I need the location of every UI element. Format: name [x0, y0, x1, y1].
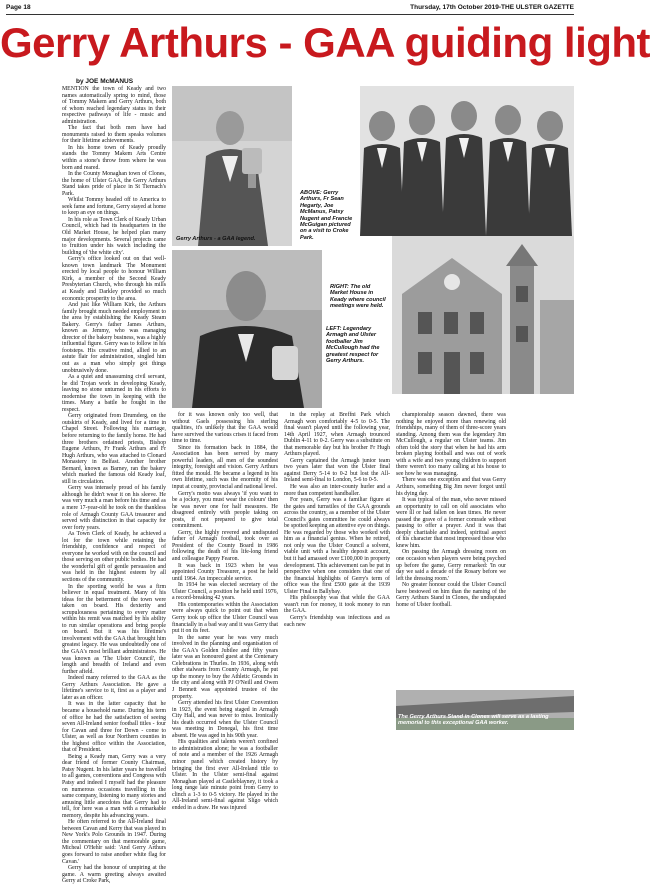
article-paragraph: And just like William Kirk, the Arthurs family brought much needed employment to the area by establishing the Keady Steam Bakery. Gerry's father James Arthurs, known as Jemmy, who was managing director of the bakery business, was a highly influential figure. Gerry was to follow in his footsteps. His creative mind, allied to an astute flair for administration, singled him out as a man who simply got things unobtrusively done. [62, 302, 166, 374]
caption-main-photo: Gerry Arthurs - a GAA legend. [176, 236, 256, 242]
article-paragraph: He was also an inter-county hurler and a more than competent handballer. [284, 484, 390, 497]
caption-man-photo: LEFT: Legendary Armagh and Ulster footballer Jim McCullough had the greatest respect for Gerry Arthurs. [326, 326, 380, 365]
article-paragraph: In the same year he was very much involved in the planning and organisation of the GAA's Golden Jubilee and fifty years later was an honoured guest at the Centenary Celebrations in Thurles. In 1936, along with other stalwarts from County Armagh, he put up the money to buy the Athletic Grounds in the city and along with PJ O'Neill and Owen J Bennett was appointed trustee of the property. [172, 634, 278, 700]
article-column-1 [62, 86, 166, 885]
caption-stand-photo: The Gerry Arthurs Stand in Clones will serve as a lasting memorial to this exceptional GAA worker. [398, 714, 549, 727]
article-paragraph: In his role as Town Clerk of Keady Urban Council, which had its headquarters in the Old Market House, he helped plan many major developments. Several projects came to fruition under his watch including the building of 'the white city'. [62, 216, 166, 256]
article-paragraph: Gerry's motto was always 'if you want to be a jockey, you must wear the colours' then he was never one for half measures. He disagreed entirely with people taking on posts, if not prepared to give total commitment. [172, 490, 278, 530]
article-paragraph: It was in the latter capacity that he became a household name. During his term of office he had the satisfaction of seeing seven All-Ireland senior football titles - four for Cavan and three for Down - come to Ulster, as well as four Northern counties in the highest office within the Association, that of President. [62, 701, 166, 754]
article-paragraph: No greater honour could the Ulster Council have bestowed on him than the naming of the Gerry Arthurs Stand in Clones, the undisputed home of Ulster football. [396, 582, 506, 608]
article-column-2 [172, 412, 278, 811]
article-paragraph: As a quiet and unassuming civil servant, he did Trojan work in developing Keady, leaving no stone unturned in his efforts to modernise the town in keeping with the times. Many a battle he fought in the respect. [62, 374, 166, 413]
article-paragraph: Since its formation back in 1884, the Association has been served by many powerful leaders, all men of the soundest integrity, foresight and vision. Gerry Arthurs fitted the mould. He became a legend in his own lifetime, such was the enormity of his input at county, provincial and national level. [172, 444, 278, 491]
article-paragraph: In the County Monaghan town of Clones, the home of Ulster GAA, the Gerry Arthurs Stand takes pride of place in St Tiernach's Park. [62, 171, 166, 197]
date-line: Thursday, 17th October 2019-THE ULSTER GAZETTE [410, 4, 574, 11]
article-paragraph: It was typical of the man, who never missed an opportunity to call on old associates who were ill or had fallen on lean times. He never passed the grave of a former comrade without pausing to offer a prayer. And it was that deeply charitable and indeed, spiritual aspect of his character that most impressed those who knew him. [396, 497, 506, 549]
byline: by JOE McMANUS [76, 78, 134, 85]
headline: Gerry Arthurs - GAA guiding light [0, 19, 650, 66]
article-paragraph: Gerry had the honour of umpiring at the game. A warm greeting always awaited Gerry at Croke Park, [62, 865, 166, 885]
article-paragraph: Gerry, the highly revered and undisputed father of Armagh football, took over as President of the County Board in 1986 following the death of his life-long friend and colleague Pappy Fearon. [172, 529, 278, 563]
gerry-arthurs-trophy-photo [172, 86, 292, 246]
article-paragraph: As Town Clerk of Keady, he achieved a lot for the town while retaining the friendship, confidence and respect of everyone he worked with on the council and those serving on other public bodies. He had the wonderful gift of gentle persuasion and was held in the highest esteem by all sections of the community. [62, 531, 166, 584]
article-column-3 [284, 412, 390, 724]
article-paragraph: The fact that both men have had monuments raised to them speaks volumes for their lifetime achievements. [62, 125, 166, 145]
caption-group-photo: ABOVE: Gerry Arthurs, Fr Sean Hegarty, Joe McManus, Patsy Nugent and Francie McGuigan pictured on a visit to Croke Park. [300, 190, 353, 241]
article-paragraph: Gerry was intensely proud of his family although he didn't wear it on his sleeve. He was very much a man before his time and as a mere 17-year-old he took on the thankless role of Armagh County GAA treasurer and served with distinction in that capacity for over forty years. [62, 485, 166, 531]
article-paragraph: Gerry originated from Drumderg, on the outskirts of Keady, and lived for a time in Chapel Street. Following his marriage, before returning to the family home. He had three brothers ordained priests, Bishop Eugene Arthurs, Fr Frank Arthurs and Fr Hugh Arthurs, who was attached to Clonard Monastery in Belfast. Another brother Bernard, known as Barney, ran the bakery which marked the famous old Keady loaf, still in circulation. [62, 413, 166, 485]
page-header [6, 4, 574, 14]
article-paragraph: Gerry's friendship was infectious and as each new [284, 614, 390, 628]
keady-market-house-photo [392, 236, 574, 394]
article-paragraph: Gerry captained the Armagh junior team two years later that won the Ulster final against Derry 5-14 to 0-2 but lost the All-Ireland semi-final to London, 5-6 to 0-5. [284, 457, 390, 484]
article-paragraph: in the replay at Breffni Park which Armagh won comfortably 4-5 to 0-5. The final wasn't played until the following year, 14th April 1927, when Armagh trounced Dublin 4-11 to 0-2. Gerry was a substitute on that memorable day but his brother Fr Hugh Arthurs played. [284, 412, 390, 458]
article-paragraph: For years, Gerry was a familiar figure at the gates and turnstiles of the GAA grounds across the country, as a member of the Ulster Council's gates committee he could always be spotted keeping an attentive eye on things. He was regarded by those who worked with him as a financial genius. When he retired, not only was the Ulster Council a solvent, viable unit with a healthy deposit account, but it had amassed over £100,000 in property development. This achievement can be put in perspective when one considers that one of the financial highlights of Gerry's term of office was the first £500 gate at the 1939 Ulster Final in Ballybay. [284, 497, 390, 595]
page-number: Page 18 [6, 4, 31, 11]
article-paragraph: MENTION the town of Keady and two names automatically spring to mind, those of Tommy Makem and Gerry Arthurs, both of whom reached legendary status in their respective pathways of life - music and administration. [62, 86, 166, 125]
article-paragraph: It was back in 1923 when he was appointed County Treasurer, a post he held until 1964. An impeccable service. [172, 562, 278, 582]
article-paragraph: His contemporaries within the Association were always quick to point out that when Gerry took up office the Ulster Council was financially in a bad way and it was Gerry that put it on its feet. [172, 601, 278, 635]
croke-park-group-photo [360, 86, 574, 236]
article-paragraph: In the sporting world he was a firm believer in equal treatment. Many of his ideas for the betterment of the town were taken on board. His dexterity and scrupulousness pertaining to every matter within his remit was matched by his ability to run similar operations and bring people on board. But it was his lifetime's involvement with the GAA that brought him greatest legacy. He was undoubtedly one of the GAA's most brilliant administrators. He was known as 'The Ulster Council', the length and breadth of Ireland and even further afield. [62, 583, 166, 675]
article-paragraph: In his home town of Keady proudly stands the Tommy Makem Arts Centre within a stone's throw from where he was born and reared. [62, 144, 166, 171]
article-paragraph: On passing the Armagh dressing room on one occasion when players were being psyched up before the game, Gerry remarked: 'In our day we said a decade of the Rosary before we left the dressing room.' [396, 549, 506, 582]
article-paragraph: Indeed many referred to the GAA as the Gerry Arthurs Association. He gave a lifetime's service to it, first as a player and later as an officer. [62, 675, 166, 701]
article-paragraph: Gerry attended his first Ulster Convention in 1923, the event being staged in Armagh City Hall, and was never to miss. Ironically his death occurred when the Ulster Council was meeting in Donegal, his first time absent. He was aged in his 90th year. [172, 700, 278, 739]
caption-hall-photo: RIGHT: The old Market House in Keady where council meetings were held. [330, 284, 386, 310]
article-paragraph: His philosophy was that while the GAA wasn't run for money, it took money to run the GAA. [284, 595, 390, 615]
article-paragraph: In 1934 he was elected secretary of the Ulster Council, a position he held until 1976, a record-breaking 42 years. [172, 582, 278, 602]
jim-mccullough-portrait [172, 250, 322, 408]
article-paragraph: Being a Keady man, Gerry was a very dear friend of former County Chairman, Patsy Nugent. In his latter years he travelled to all games, conventions and Congress with Patsy and indeed I myself had the pleasure on numerous occasions travelling in the same company, listening to many stories and amusing little anecdotes that Gerry had to tell, for here was a man with a remarkable memory, despite his advancing years. [62, 753, 166, 819]
header-rule [6, 14, 574, 15]
article-paragraph: championship season dawned, there was nothing he enjoyed more than renewing old friendships, many of them of three-score years standing. Among them was the legendary Jim McCullough, a regular on Ulster teams. Jim often told the story that when he had his arm broken playing football and was out of work with a wife and two young children to support there weren't too many calling at his house to see how he was managing. [396, 412, 506, 477]
article-paragraph: for it was known only too well, that without Gaels possessing his sterling qualities, it's unlikely that the GAA would have survived the various crises it faced from time to time. [172, 412, 278, 445]
article-paragraph: Gerry's office looked out on that well-known town landmark The Monument erected by local people to honour William Kirk, a member of the Second Keady Presbyterian Church, who through his mills at Keady and Darkley provided so much economic prosperity to the area. [62, 256, 166, 302]
article-column-4 [396, 412, 506, 692]
article-paragraph: His qualities and talents weren't confined to administration alone; he was a footballer of note and a member of the 1926 Armagh minor panel which created history by bringing the first ever All-Ireland title to Ulster. In the Ulster semi-final against Monaghan played at Castleblayney, it took a long range late minute point from Gerry to clinch a 1-3 to 0-5 victory. He played in the All-Ireland semi-final against Sligo which ended in a draw. He was injured [172, 739, 278, 811]
article-paragraph: There was one exception and that was Gerry Arthurs, something Big Jim never forgot until his dying day. [396, 477, 506, 497]
article-paragraph: Whilst Tommy headed off to America to seek fame and fortune, Gerry stayed at home to keep an eye on things. [62, 197, 166, 217]
article-paragraph: He often referred to the All-Ireland final between Cavan and Kerry that was played in New York's Polo Grounds in 1947. During the commentary on that memorable game, Micheal O'Hehir said: 'And Gerry Arthurs goes forward to raise another white flag for Cavan.' [62, 819, 166, 865]
